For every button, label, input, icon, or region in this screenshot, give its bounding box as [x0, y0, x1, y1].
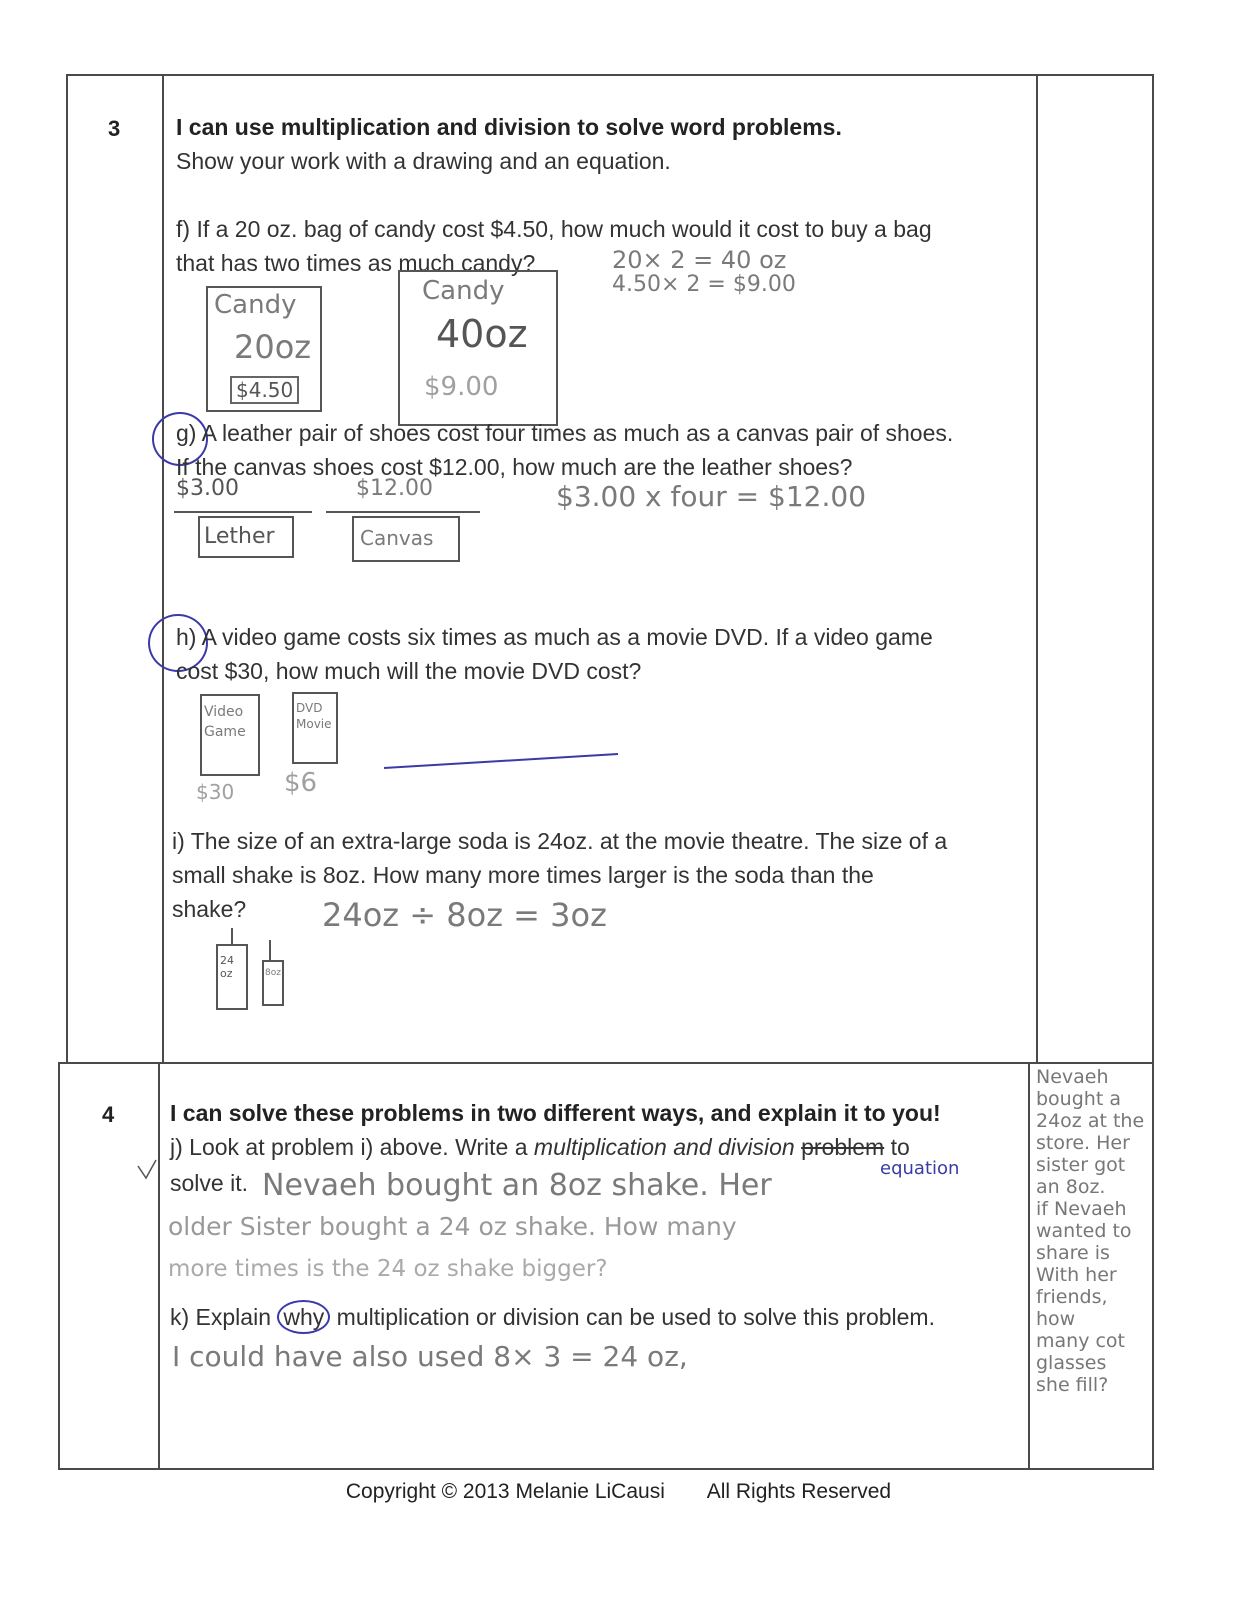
- margin-note-line: many cot: [1036, 1330, 1125, 1352]
- problem-j-struck-word: problem: [801, 1134, 885, 1160]
- problem-k-circled-word: why: [277, 1300, 330, 1334]
- margin-note-line: Nevaeh: [1036, 1066, 1109, 1088]
- section-3-number: 3: [108, 116, 121, 141]
- margin-note-line: glasses: [1036, 1352, 1107, 1374]
- dvd-price: $6: [284, 768, 318, 798]
- footer-copyright: Copyright © 2013 Melanie LiCausi: [345, 1480, 665, 1503]
- problem-j-handwritten-insert: equation: [880, 1158, 960, 1179]
- problem-k-line1-start: k) Explain: [170, 1304, 278, 1330]
- margin-note-line: wanted to: [1036, 1220, 1132, 1242]
- section-4-number: 4: [102, 1102, 115, 1127]
- section-3-heading: I can use multiplication and division to solve word problems.: [176, 114, 842, 140]
- problem-h-line2: cost $30, how much will the movie DVD cost?: [176, 658, 642, 684]
- problem-g-line1: g) A leather pair of shoes cost four times as much as a canvas pair of shoes.: [176, 420, 954, 446]
- margin-note-line: With her: [1036, 1264, 1117, 1286]
- section-4-heading: I can solve these problems in two different ways, and explain it to you!: [170, 1100, 941, 1126]
- problem-j-handwritten-line2: older Sister bought a 24 oz shake. How many: [168, 1212, 737, 1241]
- margin-note-line: share is: [1036, 1242, 1110, 1264]
- candy-bag-1-price: $4.50: [230, 376, 299, 404]
- problem-j-line1-start: j) Look at problem i) above. Write a: [170, 1134, 534, 1160]
- problem-j-handwritten-line3: more times is the 24 oz shake bigger?: [168, 1256, 608, 1282]
- problem-g-price-canvas: $12.00: [356, 476, 433, 501]
- problem-j-italic-phrase: multiplication and division: [533, 1134, 795, 1160]
- problem-f-handwritten-eq1: 20× 2 = 40 oz: [612, 246, 787, 274]
- margin-note-line: 24oz at the: [1036, 1110, 1145, 1132]
- problem-g-line2: If the canvas shoes cost $12.00, how much are the leather shoes?: [176, 454, 853, 480]
- canvas-box-label: Canvas: [360, 526, 434, 550]
- problem-j-line2: solve it.: [170, 1170, 248, 1196]
- video-game-price: $30: [196, 780, 235, 804]
- problem-j-line1-end: to: [884, 1134, 910, 1160]
- problem-f-line2: that has two times as much candy?: [176, 250, 536, 276]
- shake-cup-label: 8oz: [265, 968, 281, 978]
- problem-g-price-leather: $3.00: [176, 476, 239, 501]
- section-3-subheading: Show your work with a drawing and an equation.: [176, 148, 671, 174]
- problem-k-line1-end: multiplication or division can be used to solve this problem.: [330, 1304, 935, 1330]
- margin-note-line: friends, how: [1036, 1286, 1108, 1330]
- margin-note-line: sister got: [1036, 1154, 1126, 1176]
- footer-rights: All Rights Reserved: [706, 1480, 892, 1503]
- candy-bag-1-size: 20oz: [234, 328, 312, 366]
- check-tick-mark: [138, 1160, 156, 1178]
- problem-f-line1: f) If a 20 oz. bag of candy cost $4.50, how much would it cost to buy a bag: [176, 216, 932, 242]
- dvd-box-label: DVD Movie: [296, 701, 332, 731]
- candy-bag-1-label: Candy: [214, 290, 297, 320]
- margin-note-line: if Nevaeh: [1036, 1198, 1127, 1220]
- soda-cup-label: 24 oz: [220, 954, 234, 980]
- problem-f-handwritten-eq2: 4.50× 2 = $9.00: [612, 272, 796, 297]
- problem-h-answer-line: [384, 754, 618, 768]
- video-game-box-label: Video Game: [204, 704, 246, 740]
- candy-bag-2-size: 40oz: [436, 312, 528, 356]
- candy-bag-2-label: Candy: [422, 276, 505, 306]
- margin-note-line: she fill?: [1036, 1374, 1109, 1396]
- problem-i-line1: i) The size of an extra-large soda is 24oz. at the movie theatre. The size of a: [172, 828, 948, 854]
- problem-i-line2: small shake is 8oz. How many more times larger is the soda than the: [172, 862, 874, 888]
- problem-g-handwritten-eq: $3.00 x four = $12.00: [556, 480, 867, 513]
- problem-j-handwritten-line1: Nevaeh bought an 8oz shake. Her: [262, 1168, 772, 1203]
- candy-bag-2-price: $9.00: [424, 372, 499, 402]
- problem-k-handwritten-answer: I could have also used 8× 3 = 24 oz,: [172, 1340, 688, 1373]
- leather-box-label: Lether: [204, 524, 275, 549]
- margin-note-line: store. Her: [1036, 1132, 1130, 1154]
- margin-note-line: an 8oz.: [1036, 1176, 1106, 1198]
- margin-note-line: bought a: [1036, 1088, 1121, 1110]
- problem-i-line3: shake?: [172, 896, 247, 922]
- problem-i-handwritten-eq: 24oz ÷ 8oz = 3oz: [322, 896, 607, 934]
- problem-h-line1: h) A video game costs six times as much as a movie DVD. If a video game: [176, 624, 933, 650]
